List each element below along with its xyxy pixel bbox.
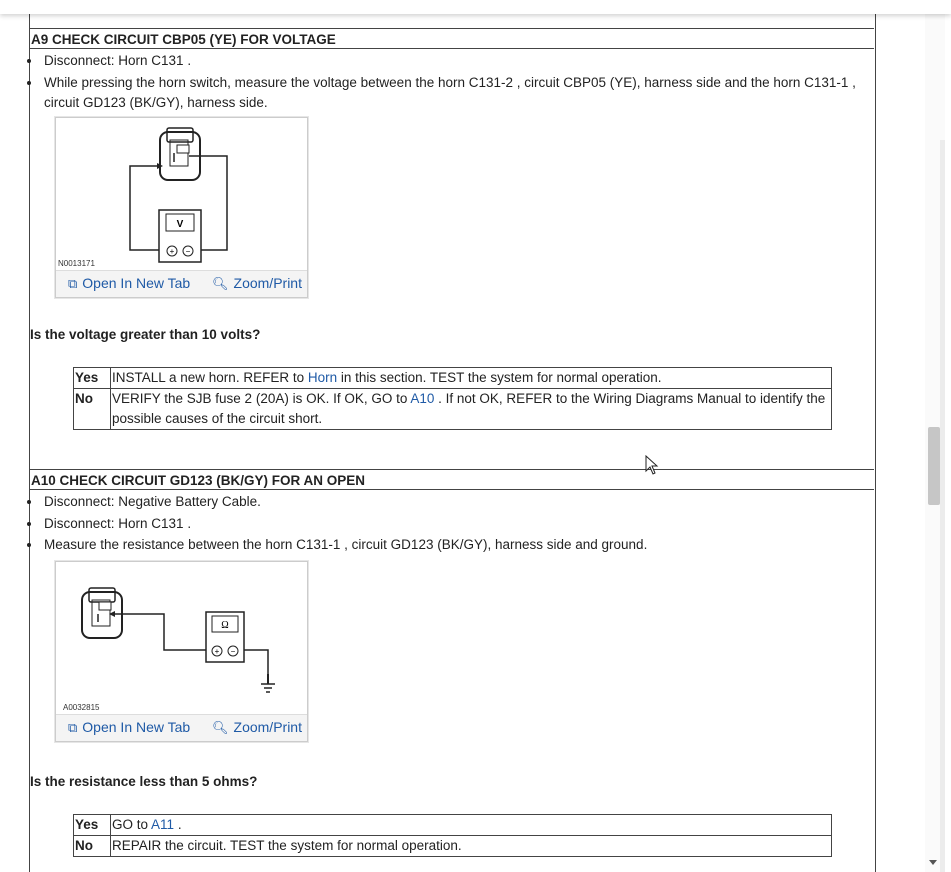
ohm-symbol: Ω [221,620,229,631]
zoom-print-link[interactable] [212,719,302,736]
scrollbar-thumb[interactable] [928,427,940,505]
step-a10-heading: A10 CHECK CIRCUIT GD123 (BK/GY) FOR AN OPEN [30,469,874,490]
step-a9-bullet-2: While pressing the horn switch, measure the voltage between the horn C131-2 , circuit CBP05 (YE), harness side and the horn C131-1 , circuit GD123 (BK/GY), harness side. [44,73,870,113]
table-row [74,815,832,836]
open-tab-icon: ⧉ [68,720,78,735]
step-a10-bullet-3: Measure the resistance between the horn C131-1 , circuit GD123 (BK/GY), harness side and ground. [44,535,874,555]
step-a9-answer-table [73,367,832,430]
a10-link[interactable]: A10 [410,391,435,406]
svg-text:−: − [185,247,191,256]
no-action-text-end: . If not OK, REFER to the Wiring Diagrams Manual to identify the possible causes of the circuit short. [112,391,826,426]
no-action: REPAIR the circuit. TEST the system for normal operation. [111,836,832,857]
svg-text:−: − [230,647,236,656]
zoom-print-label: Zoom/Print [233,719,302,735]
step-a10-question: Is the resistance less than 5 ohms? [30,774,258,789]
voltage-diagram[interactable] [56,118,307,270]
yes-action-text: GO to [112,817,152,832]
figure-code: A0032815 [63,703,100,712]
figure-a9 [55,117,308,298]
open-in-new-tab-label: Open In New Tab [82,719,191,735]
open-in-new-tab-link[interactable] [68,275,190,292]
figure-a10-links [56,714,307,741]
a11-link[interactable]: A11 [151,817,175,832]
open-tab-icon: ⧉ [68,276,78,291]
step-a10-bullet-1: Disconnect: Negative Battery Cable. [44,492,874,512]
horn-link[interactable]: Horn [307,370,338,385]
no-label: No [74,389,111,430]
no-action-text: VERIFY the SJB fuse 2 (20A) is OK. If OK, GO to [112,391,411,406]
mouse-pointer-icon [645,455,659,475]
svg-text:+: + [169,247,175,256]
step-a9-question: Is the voltage greater than 10 volts? [30,327,261,342]
open-in-new-tab-label: Open In New Tab [82,275,191,291]
svg-text:+: + [214,647,220,656]
yes-action-text-end: . [174,817,182,832]
yes-action-text: INSTALL a new horn. REFER to [112,370,308,385]
yes-action-text-end: in this section. TEST the system for normal operation. [337,370,662,385]
resistance-diagram-svg [56,562,307,714]
yes-action [111,368,832,389]
zoom-print-label: Zoom/Print [233,275,302,291]
step-a10-bullet-2: Disconnect: Horn C131 . [44,514,874,534]
step-a9-bullet-1: Disconnect: Horn C131 . [44,51,874,71]
table-row [74,836,832,857]
figure-a10 [55,561,308,742]
figure-code: N0013171 [58,259,95,268]
zoom-print-link[interactable] [212,275,302,292]
resistance-diagram[interactable] [56,562,307,714]
table-row [74,389,832,430]
figure-a9-links [56,270,307,297]
table-row [74,368,832,389]
no-action [111,389,832,430]
open-in-new-tab-link[interactable] [68,719,190,736]
voltage-symbol: V [176,219,184,230]
scroll-down-arrow-icon[interactable] [929,860,937,865]
voltage-diagram-svg [56,118,307,270]
magnifier-icon: 🔍︎ [212,276,229,291]
no-label: No [74,836,111,857]
step-a10-answer-table [73,814,832,857]
yes-action [111,815,832,836]
step-a9-heading: A9 CHECK CIRCUIT CBP05 (YE) FOR VOLTAGE [30,28,874,49]
yes-label: Yes [74,815,111,836]
scrollbar-gutter [940,140,945,872]
top-toolbar-edge [0,0,951,14]
magnifier-icon: 🔍︎ [212,720,229,735]
yes-label: Yes [74,368,111,389]
